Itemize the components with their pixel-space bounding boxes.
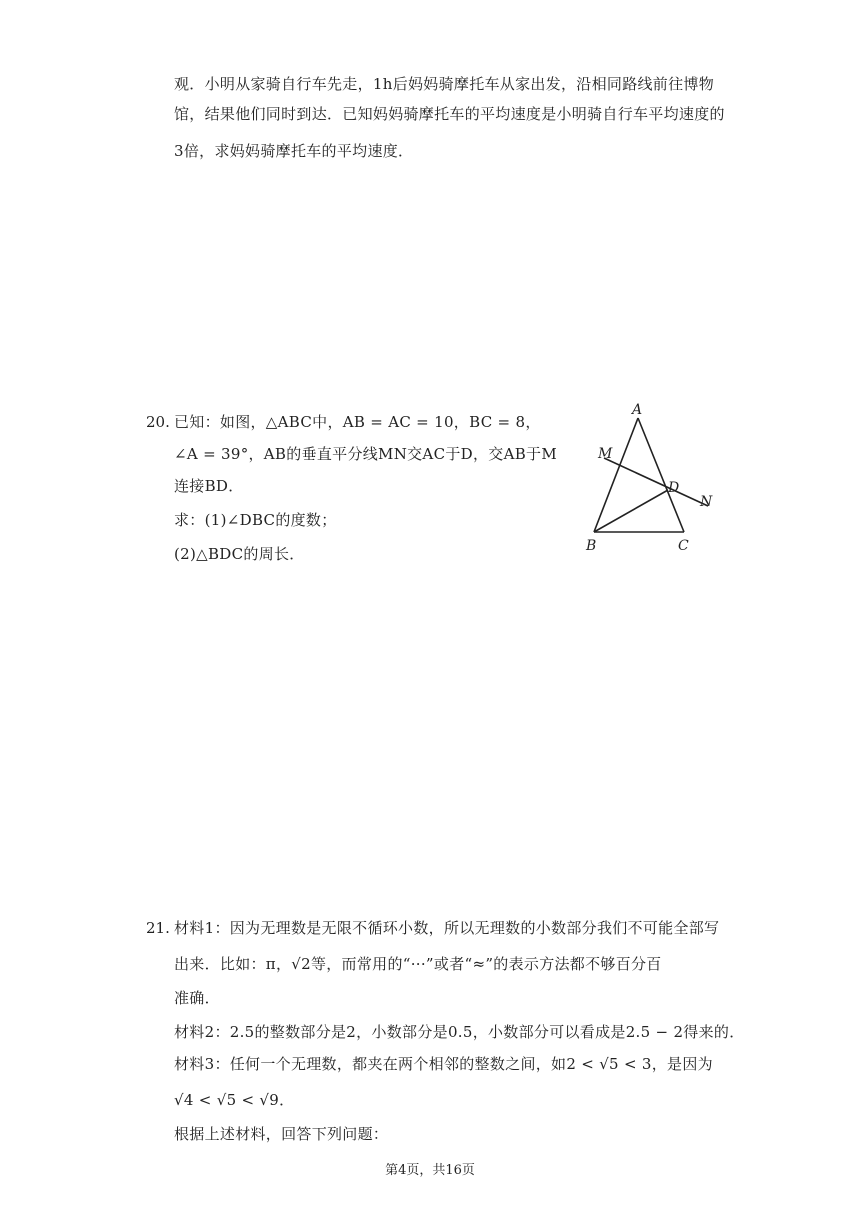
line-mn [604, 458, 708, 506]
q21-line-2: 出来．比如：π，√2等，而常用的“···”或者“≈”的表示方法都不够百分百 [174, 955, 662, 973]
q21-line-1: 材料1：因为无理数是无限不循环小数，所以无理数的小数部分我们不可能全部写 [174, 919, 720, 937]
q21-line-5: 材料3：任何一个无理数，都夹在两个相邻的整数之间，如2 < √5 < 3，是因为 [174, 1055, 713, 1073]
segment-ac [638, 418, 684, 532]
q19-line-1: 观．小明从家骑自行车先走，1h后妈妈骑摩托车从家出发，沿相同路线前往博物 [174, 75, 715, 93]
q21-line-4: 材料2：2.5的整数部分是2，小数部分是0.5，小数部分可以看成是2.5 − 2得来的． [174, 1023, 745, 1041]
q21-number: 21. [146, 919, 170, 937]
q21-line-7: 根据上述材料，回答下列问题： [174, 1125, 389, 1143]
q20-line-4: 求：(1)∠DBC的度数； [174, 511, 337, 529]
q21-line-6: √4 < √5 < √9． [174, 1091, 295, 1109]
label-a: A [632, 402, 643, 418]
triangle-figure [580, 400, 720, 560]
q19-line-2: 馆，结果他们同时到达．已知妈妈骑摩托车的平均速度是小明骑自行车平均速度的 [174, 105, 725, 123]
q20-line-5: (2)△BDC的周长． [174, 545, 305, 563]
label-b: B [586, 538, 597, 554]
q20-line-1: 已知：如图，△ABC中，AB = AC = 10，BC = 8， [174, 413, 541, 431]
label-d: D [668, 480, 680, 496]
q21-line-3: 准确． [174, 989, 220, 1007]
q20-number: 20. [146, 413, 170, 431]
label-n: N [700, 494, 713, 510]
page-footer: 第4页，共16页 [385, 1163, 475, 1178]
q20-line-2: ∠A = 39°，AB的垂直平分线MN交AC于D，交AB于M [174, 445, 557, 463]
label-c: C [678, 538, 689, 554]
segment-bd [594, 490, 668, 532]
q19-line-3: 3倍，求妈妈骑摩托车的平均速度． [174, 142, 414, 160]
segment-ab [594, 418, 638, 532]
q20-line-3: 连接BD． [174, 477, 244, 495]
label-m: M [598, 446, 613, 462]
